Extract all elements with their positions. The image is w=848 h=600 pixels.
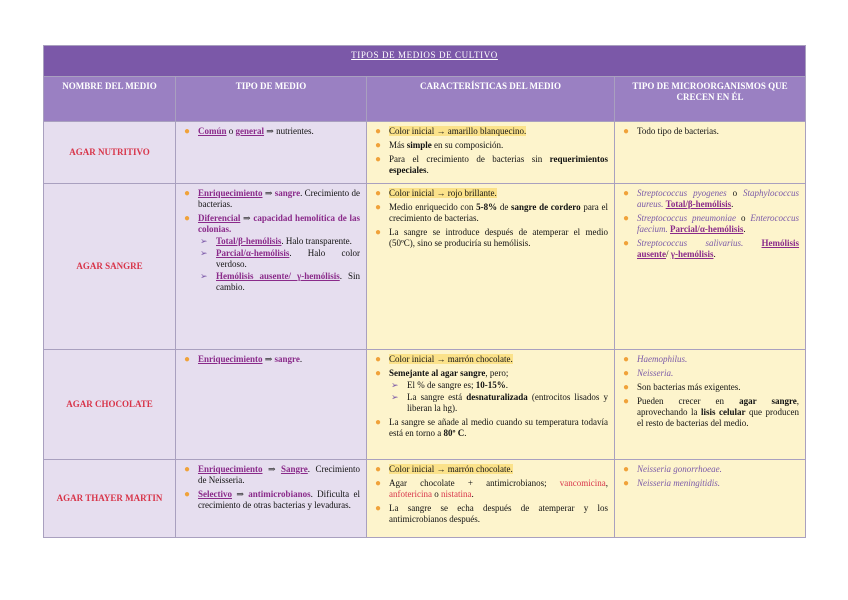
list-item: ● Diferencial ⇒ capacidad hemolítica de las colonias. ➢ Total/β-hemólisis. Halo transparente. ➢ Parcial/α-hemólisis. Halo color verdoso. ➢ Hemólisis ausente/ γ-hemólisis. Sin cambio.	[184, 213, 361, 292]
row-name: AGAR NUTRITIVO	[44, 122, 176, 184]
bullet-icon: ●	[375, 154, 382, 165]
header-nombre: NOMBRE DEL MEDIO	[44, 77, 176, 122]
bullet-icon: ●	[184, 354, 191, 365]
bullet-icon: ●	[623, 382, 630, 393]
sub-item: ➢ Total/β-hemólisis. Halo transparente.	[200, 236, 352, 246]
bullet-icon: ●	[375, 126, 382, 137]
list-item: ● La sangre se introduce después de atemperar el medio (50ºC), sino se produciría su hemólisis.	[375, 227, 608, 248]
row-name: AGAR SANGRE	[44, 184, 176, 350]
list-item: ● Común o general ⇒ nutrientes.	[184, 126, 314, 137]
list-item: ● La sangre se echa después de atemperar y los antimicrobianos después.	[375, 503, 608, 524]
bullet-icon: ●	[184, 464, 191, 475]
bullet-icon: ●	[623, 396, 630, 407]
bullet-icon: ●	[375, 478, 382, 489]
list-item: ● Son bacterias más exigentes.	[623, 382, 741, 393]
bullet-icon: ●	[623, 478, 630, 489]
arrow-icon: ➢	[391, 392, 399, 402]
bullet-icon: ●	[375, 227, 382, 238]
list-item: ● Neisseria meningitidis.	[623, 478, 720, 489]
list-item: ● Semejante al agar sangre, pero; ➢ El % de sangre es; 10-15%. ➢ La sangre está desnaturalizada (entrocitos lisados y liberan la hg).	[375, 368, 608, 413]
header-microorganismos: TIPO DE MICROORGANISMOS QUE CRECEN EN ÉL	[615, 77, 806, 122]
bullet-icon: ●	[623, 368, 630, 379]
list-item: ● Color inicial → marrón chocolate.	[375, 464, 513, 475]
sub-item: ➢ Parcial/α-hemólisis. Halo color verdoso.	[200, 248, 360, 269]
list-item: ● Enriquecimiento ⇒ sangre. Crecimiento de bacterias.	[184, 188, 360, 209]
caracteristicas-cell	[367, 184, 615, 350]
sub-item: ➢ Hemólisis ausente/ γ-hemólisis. Sin cambio.	[200, 271, 360, 292]
list-item: ● Streptococcus pneumoniae o Enterococcus faecium. Parcial/α-hemólisis.	[623, 213, 800, 234]
list-item: ● Más simple en su composición.	[375, 140, 504, 151]
arrow-icon: ➢	[200, 236, 208, 246]
bullet-icon: ●	[375, 188, 382, 199]
bullet-icon: ●	[375, 464, 382, 475]
bullet-icon: ●	[184, 213, 191, 224]
list-item: ● La sangre se añade al medio cuando su temperatura todavía está en torno a 80º C.	[375, 417, 608, 438]
caracteristicas-cell	[367, 122, 615, 184]
table-row	[44, 350, 806, 460]
list-item: ● Enriquecimiento ⇒ Sangre. Crecimiento de Neisseria.	[184, 464, 360, 485]
bullet-icon: ●	[623, 354, 630, 365]
arrow-icon: ➢	[200, 248, 208, 258]
list-item: ● Selectivo ⇒ antimicrobianos. Dificulta el crecimiento de otras bacterias y levaduras.	[184, 489, 360, 510]
microorganismos-cell	[615, 122, 806, 184]
bullet-icon: ●	[184, 188, 191, 199]
list-item: ● Color inicial → amarillo blanquecino.	[375, 126, 527, 137]
microorganismos-cell	[615, 184, 806, 350]
table-row	[44, 184, 806, 350]
list-item: ● Neisseria gonorrhoeae.	[623, 464, 722, 475]
list-item: ● Streptococcus salivarius. Hemólisis ausente/ γ-hemólisis.	[623, 238, 800, 259]
bullet-icon: ●	[375, 417, 382, 428]
list-item: ● Enriquecimiento ⇒ sangre.	[184, 354, 303, 365]
list-item: ● Haemophilus.	[623, 354, 688, 365]
tipo-cell	[176, 122, 367, 184]
list-item: ● Color inicial → rojo brillante.	[375, 188, 497, 199]
bullet-icon: ●	[375, 202, 382, 213]
bullet-icon: ●	[375, 368, 382, 379]
tipo-cell	[176, 184, 367, 350]
bullet-icon: ●	[623, 188, 630, 199]
arrow-icon: ➢	[200, 271, 208, 281]
row-name: AGAR CHOCOLATE	[44, 350, 176, 460]
list-item: ● Color inicial → marrón chocolate.	[375, 354, 513, 365]
sub-item: ➢ La sangre está desnaturalizada (entrocitos lisados y liberan la hg).	[391, 392, 608, 413]
arrow-icon: ➢	[391, 380, 399, 390]
sub-item: ➢ El % de sangre es; 10-15%.	[391, 380, 508, 390]
header-tipo: TIPO DE MEDIO	[176, 77, 367, 122]
bullet-icon: ●	[623, 126, 630, 137]
header-caracteristicas: CARACTERÍSTICAS DEL MEDIO	[367, 77, 615, 122]
bullet-icon: ●	[375, 354, 382, 365]
list-item: ● Todo tipo de bacterias.	[623, 126, 719, 137]
caracteristicas-cell	[367, 350, 615, 460]
tipo-cell	[176, 350, 367, 460]
bullet-icon: ●	[375, 140, 382, 151]
bullet-icon: ●	[375, 503, 382, 514]
table-title: TIPOS DE MEDIOS DE CULTIVO	[44, 46, 806, 77]
list-item: ● Agar chocolate + antimicrobianos; vancomicina, anfotericina o nistatina.	[375, 478, 608, 499]
bullet-icon: ●	[623, 238, 630, 249]
bullet-icon: ●	[623, 464, 630, 475]
list-item: ● Pueden crecer en agar sangre, aprovechando la lisis celular que producen el resto de bacterias del medio.	[623, 396, 800, 428]
table-row	[44, 122, 806, 184]
bullet-icon: ●	[184, 489, 191, 500]
list-item: ● Neisseria.	[623, 368, 674, 379]
bullet-icon: ●	[623, 213, 630, 224]
microorganismos-cell	[615, 350, 806, 460]
table-row	[44, 460, 806, 538]
microorganismos-cell	[615, 460, 806, 538]
list-item: ● Para el crecimiento de bacterias sin requerimientos especiales.	[375, 154, 608, 175]
bullet-icon: ●	[184, 126, 191, 137]
culture-media-table	[43, 45, 806, 538]
list-item: ● Medio enriquecido con 5-8% de sangre de cordero para el crecimiento de bacterias.	[375, 202, 609, 223]
list-item: ● Streptococcus pyogenes o Staphylococcus aureus. Total/β-hemólisis.	[623, 188, 800, 209]
row-name: AGAR THAYER MARTIN	[44, 460, 176, 538]
tipo-cell	[176, 460, 367, 538]
caracteristicas-cell	[367, 460, 615, 538]
